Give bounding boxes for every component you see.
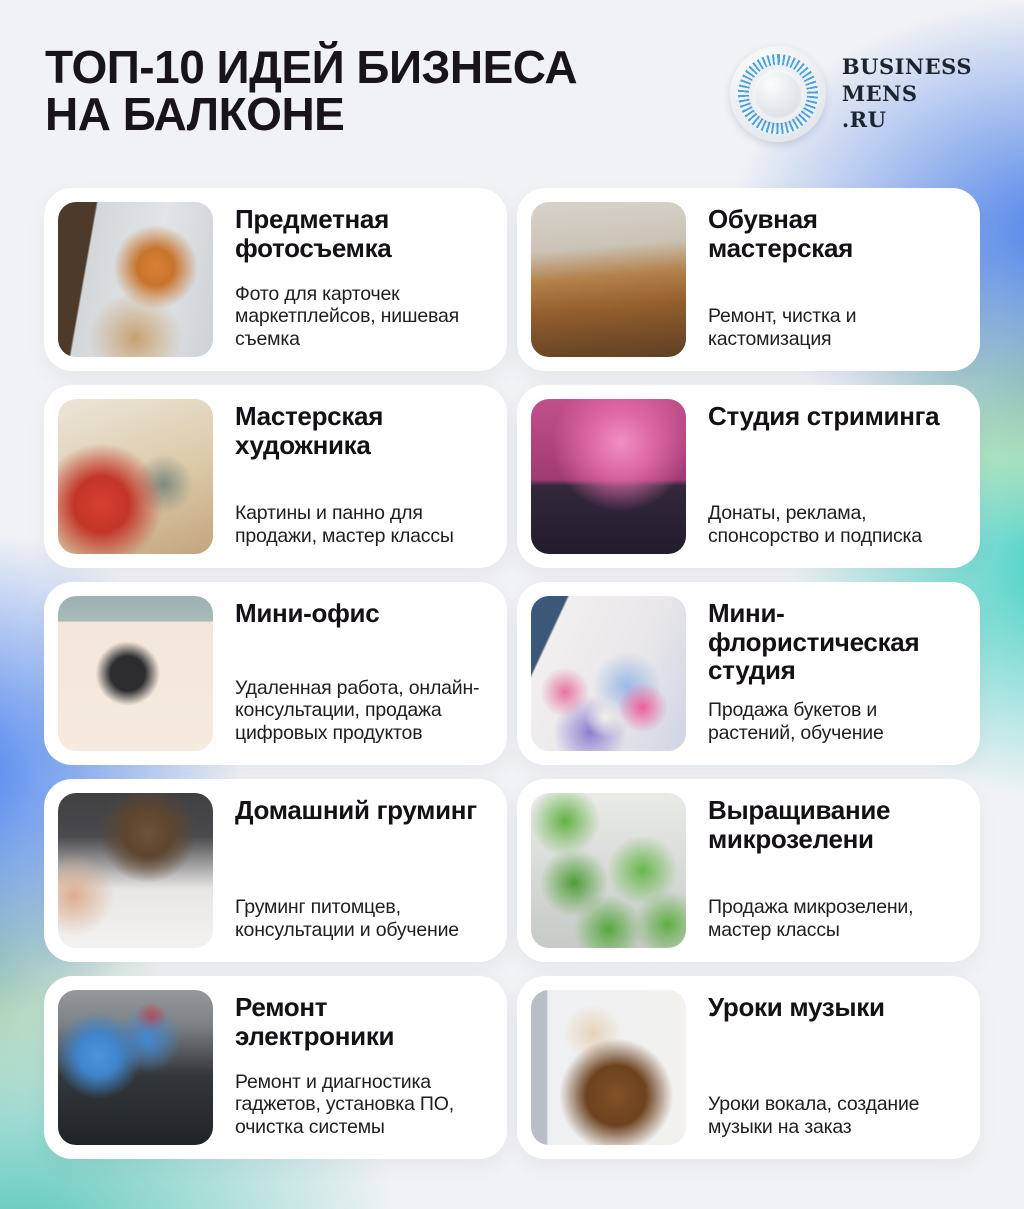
shoe-workshop-photo xyxy=(531,202,686,357)
artist-studio-photo xyxy=(58,399,213,554)
idea-card-streaming-studio xyxy=(517,385,980,568)
logo-badge-icon xyxy=(730,46,826,142)
idea-card-mini-office xyxy=(44,582,507,765)
music-lessons-photo xyxy=(531,990,686,1145)
mini-office-photo xyxy=(58,596,213,751)
card-description: Удаленная работа, онлайн-консультации, продажа цифровых продуктов xyxy=(235,676,480,745)
card-title: Студия стриминга xyxy=(708,401,940,431)
card-text xyxy=(708,202,966,357)
florist-studio-photo xyxy=(531,596,686,751)
logo-text-line2: MENS xyxy=(841,80,918,106)
product-photography-photo xyxy=(58,202,213,357)
page-title-line1: ТОП-10 ИДЕЙ БИЗНЕСА xyxy=(45,41,578,93)
streaming-studio-photo xyxy=(531,399,686,554)
card-title: Предметная фотосъемка xyxy=(235,204,392,263)
card-text xyxy=(708,596,966,751)
card-text xyxy=(235,990,493,1145)
microgreens-photo xyxy=(531,793,686,948)
logo-text-line3: .RU xyxy=(841,107,887,133)
logo-text-line1: BUSINESS xyxy=(841,53,972,79)
card-text xyxy=(708,990,966,1145)
card-description: Картины и панно для продажи, мастер классы xyxy=(235,502,454,548)
card-description: Донаты, реклама, спонсорство и подписка xyxy=(708,502,922,548)
idea-card-florist-studio xyxy=(517,582,980,765)
card-title: Выращивание микрозелени xyxy=(708,795,891,854)
card-text xyxy=(708,399,966,554)
card-description: Уроки вокала, создание музыки на заказ xyxy=(708,1093,920,1139)
idea-card-artist-studio xyxy=(44,385,507,568)
card-description: Фото для карточек маркетплейсов, нишевая съемка xyxy=(235,282,459,351)
card-description: Продажа букетов и растений, обучение xyxy=(708,699,884,745)
card-text xyxy=(708,793,966,948)
idea-card-shoe-workshop xyxy=(517,188,980,371)
card-title: Мини-флористическая студия xyxy=(708,598,920,686)
page-title-line2: НА БАЛКОНЕ xyxy=(45,87,345,140)
card-title: Мини-офис xyxy=(235,598,380,628)
idea-card-electronics-repair xyxy=(44,976,507,1159)
logo-wordmark xyxy=(842,54,972,135)
card-title: Ремонт электроники xyxy=(235,992,395,1051)
card-description: Ремонт и диагностика гаджетов, установка ПО, очистка системы xyxy=(235,1070,454,1139)
page-title xyxy=(45,41,578,140)
card-text xyxy=(235,399,493,554)
card-description: Продажа микрозелени, мастер классы xyxy=(708,896,914,942)
electronics-repair-photo xyxy=(58,990,213,1145)
idea-card-music-lessons xyxy=(517,976,980,1159)
card-text xyxy=(235,793,493,948)
card-description: Ремонт, чистка и кастомизация xyxy=(708,305,857,351)
idea-card-microgreens xyxy=(517,779,980,962)
card-title: Обувная мастерская xyxy=(708,204,853,263)
businessmens-logo xyxy=(730,46,972,142)
idea-card-product-photography xyxy=(44,188,507,371)
ideas-grid xyxy=(44,188,980,1159)
pet-grooming-photo xyxy=(58,793,213,948)
card-title: Домашний груминг xyxy=(235,795,477,825)
card-title: Уроки музыки xyxy=(708,992,885,1022)
card-text xyxy=(235,202,493,357)
card-text xyxy=(235,596,493,751)
logo-core-circle-icon xyxy=(749,65,807,123)
card-description: Груминг питомцев, консультации и обучение xyxy=(235,896,459,942)
idea-card-pet-grooming xyxy=(44,779,507,962)
card-title: Мастерская художника xyxy=(235,401,384,460)
logo-zigzag-ring-icon xyxy=(738,54,818,134)
